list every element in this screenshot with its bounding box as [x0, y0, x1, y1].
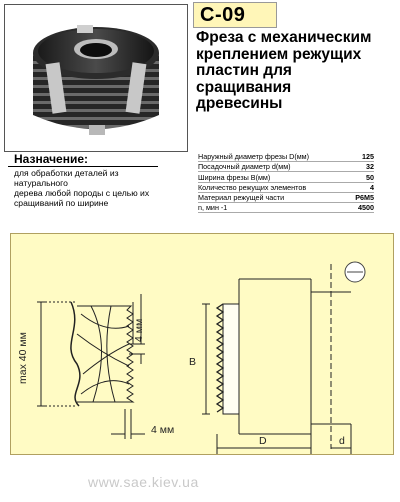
spec-value: Р6М5	[355, 192, 374, 202]
rotation-marker	[345, 262, 365, 282]
spec-row	[198, 172, 374, 182]
spec-label: Ширина фрезы B(мм)	[198, 172, 271, 182]
purpose-text	[14, 168, 174, 208]
spec-value: 50	[366, 172, 374, 182]
product-photo	[4, 4, 188, 152]
drawing-canvas	[11, 234, 394, 455]
spec-value: 4	[370, 182, 374, 192]
purpose-line: сращиваний по ширине	[14, 198, 109, 208]
dim-tooth-height: 4 мм	[133, 318, 145, 342]
spec-value: 125	[362, 152, 374, 162]
spec-row	[198, 162, 374, 172]
title-line: сращивания	[196, 78, 292, 96]
title-line: креплением режущих	[196, 45, 362, 63]
spec-row	[198, 183, 374, 193]
dim-d-inner: d	[339, 435, 345, 447]
model-code-box	[193, 2, 277, 28]
product-title	[196, 30, 396, 113]
spec-value: 4500	[358, 203, 374, 213]
spec-row	[198, 203, 374, 213]
title-line: Фреза с механическим	[196, 29, 372, 46]
spec-label: Материал режущей части	[198, 192, 285, 202]
dim-d-outer: D	[259, 435, 267, 447]
spec-label: Посадочный диаметр d(мм)	[198, 162, 291, 172]
purpose-divider	[8, 166, 158, 167]
title-line: пластин для	[196, 62, 292, 79]
model-code: С-09	[200, 4, 246, 26]
spec-label: Количество режущих элементов	[198, 182, 307, 192]
cutter-photo-image	[5, 5, 187, 151]
purpose-line: дерева любой породы с целью их	[14, 188, 150, 198]
specs-table	[198, 152, 374, 213]
purpose-line: для обработки деталей из натурального	[14, 168, 119, 188]
dim-height: max 40 мм	[17, 332, 29, 384]
technical-drawing	[10, 233, 394, 455]
spec-label: Наружный диаметр фрезы D(мм)	[198, 152, 309, 162]
dim-b: B	[189, 356, 197, 368]
title-line: древесины	[196, 95, 283, 112]
spec-label: n, мин -1	[198, 203, 228, 213]
spec-row	[198, 193, 374, 203]
footer-url: www.sae.kiev.ua	[88, 474, 199, 490]
spec-value: 32	[366, 162, 374, 172]
purpose-heading: Назначение:	[14, 152, 89, 166]
spec-row	[198, 152, 374, 162]
dim-tooth-pitch: 4 мм	[151, 424, 175, 436]
